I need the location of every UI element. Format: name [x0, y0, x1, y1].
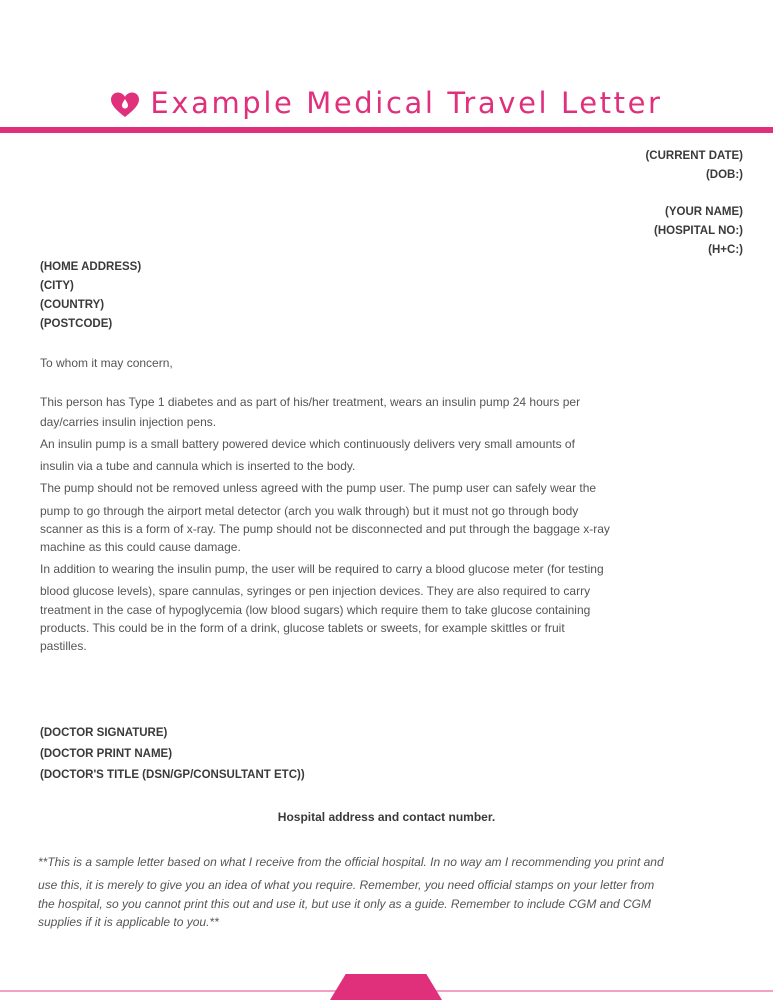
letter-body — [40, 392, 690, 655]
body-line: In addition to wearing the insulin pump, the user will be required to carry a blood glucose meter (for testing — [40, 562, 604, 576]
heart-with-drop-icon — [110, 91, 140, 119]
address-block — [40, 258, 141, 334]
hospital-contact-line: Hospital address and contact number. — [277, 810, 496, 824]
body-line: This person has Type 1 diabetes and as part of his/her treatment, wears an insulin pump 24 hours per — [40, 395, 581, 409]
footer-tab — [330, 974, 442, 1000]
body-line: The pump should not be removed unless agreed with the pump user. The pump user can safely wear the — [40, 481, 597, 495]
doctor-signature-field: (DOCTOR SIGNATURE) — [40, 727, 168, 739]
page-title: Example Medical Travel Letter — [150, 86, 663, 120]
body-line: treatment in the case of hypoglycemia (low blood sugars) which require them to take glucose containing — [40, 603, 591, 617]
current-date-field: (CURRENT DATE) — [645, 150, 743, 162]
greeting: To whom it may concern, — [40, 356, 173, 370]
city-field: (CITY) — [40, 280, 74, 292]
country-field: (COUNTRY) — [40, 299, 105, 311]
body-line: products. This could be in the form of a drink, glucose tablets or sweets, for example skittles or fruit — [40, 621, 565, 635]
doctor-print-name-field: (DOCTOR PRINT NAME) — [40, 748, 173, 760]
signature-block — [40, 723, 305, 786]
home-address-field: (HOME ADDRESS) — [40, 261, 142, 273]
body-line: pastilles. — [40, 639, 87, 653]
doctor-title-field: (DOCTOR'S TITLE (DSN/GP/CONSULTANT ETC)) — [40, 769, 305, 781]
disclaimer-note — [38, 852, 738, 931]
note-line: supplies if it is applicable to you.** — [38, 915, 219, 929]
body-line: blood glucose levels), spare cannulas, syringes or pen injection devices. They are also required to carry — [40, 584, 591, 598]
body-line: An insulin pump is a small battery powered device which continuously delivers very small amounts of — [40, 437, 575, 451]
postcode-field: (POSTCODE) — [40, 318, 113, 330]
hospital-no-field: (HOSPITAL NO:) — [653, 225, 743, 237]
body-line: pump to go through the airport metal detector (arch you walk through) but it must not go through body — [40, 504, 579, 518]
patient-details-block — [645, 147, 743, 260]
note-line: **This is a sample letter based on what I receive from the official hospital. In no way am I recommending you print and — [38, 855, 664, 869]
letter-header — [0, 78, 773, 128]
body-line: insulin via a tube and cannula which is inserted to the body. — [40, 459, 356, 473]
body-line: scanner as this is a form of x-ray. The pump should not be disconnected and put through the baggage x-ray — [40, 522, 610, 536]
body-line: day/carries insulin injection pens. — [40, 415, 217, 429]
note-line: use this, it is merely to give you an idea of what you require. Remember, you need official stamps on your letter from — [38, 878, 655, 892]
body-line: machine as this could cause damage. — [40, 540, 241, 554]
dob-field: (DOB:) — [705, 169, 743, 181]
your-name-field: (YOUR NAME) — [665, 206, 743, 218]
title-divider — [0, 127, 773, 133]
hc-field: (H+C:) — [708, 244, 743, 256]
note-line: the hospital, so you cannot print this out and use it, but use it only as a guide. Remember to include CGM and CGM — [38, 897, 651, 911]
